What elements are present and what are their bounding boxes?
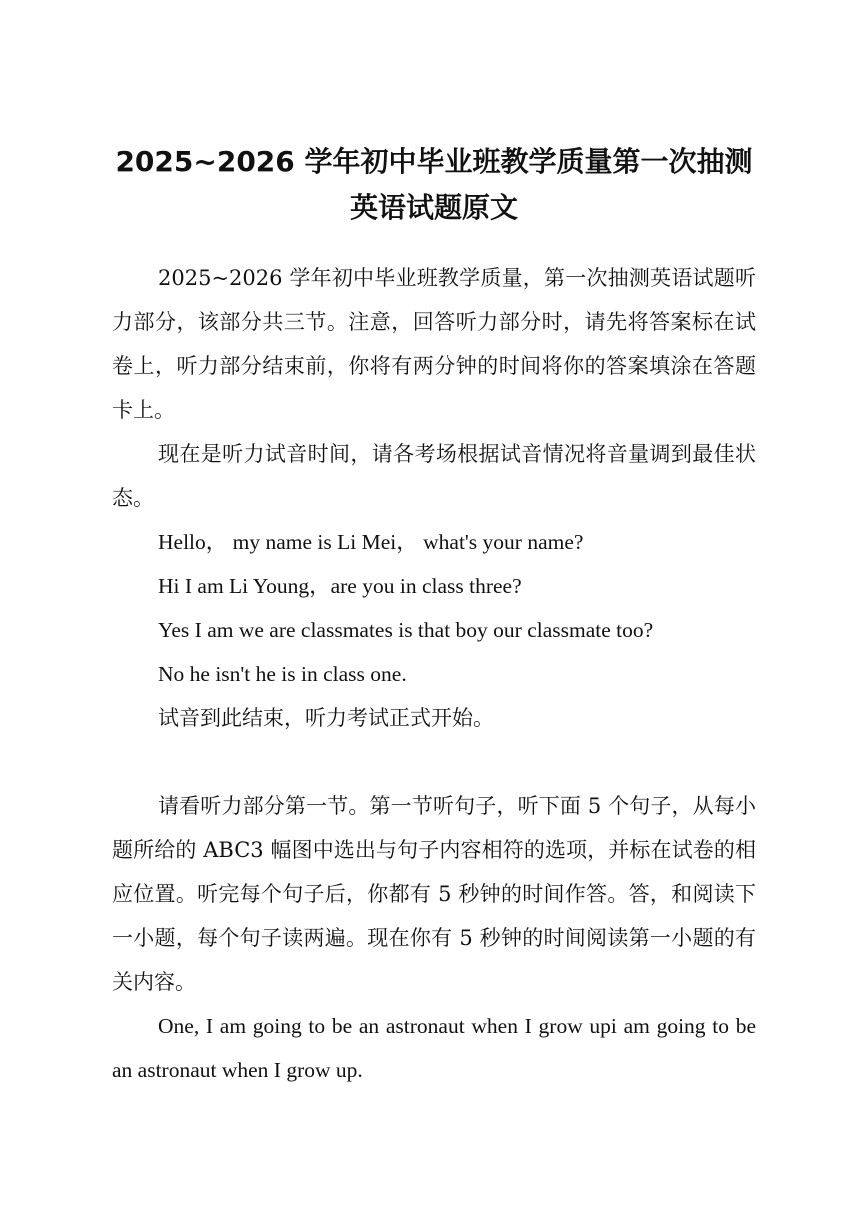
dialogue-line: No he isn't he is in class one.: [158, 662, 407, 686]
document-body: [112, 256, 756, 1092]
dialogue-line: Hello， my name is Li Mei， what's your name?: [158, 530, 584, 554]
section-one-instructions: 请看听力部分第一节。第一节听句子，听下面 5 个句子，从每小题所给的 ABC3 幅图中选出与句子内容相符的选项，并标在试卷的相应位置。听完每个句子后，你都有 5 秒钟的时间作答。答，和阅读下一小题，每个句子读两遍。现在你有 5 秒钟的时间阅读第一小题的有关内容。: [112, 794, 756, 994]
sound-check-paragraph: 现在是听力试音时间，请各考场根据试音情况将音量调到最佳状态。: [112, 442, 756, 510]
sound-check-end-paragraph: 试音到此结束，听力考试正式开始。: [158, 706, 494, 730]
dialogue-line: Yes I am we are classmates is that boy our classmate too?: [158, 618, 654, 642]
paragraph-spacer: [112, 740, 756, 784]
question-one-text: One, I am going to be an astronaut when I grow upi am going to be an astronaut when I grow up.: [112, 1014, 756, 1082]
document-title-line-1: 2025~2026 学年初中毕业班教学质量第一次抽测: [115, 145, 753, 178]
document-title-line-2: 英语试题原文: [349, 191, 518, 224]
dialogue-line: Hi I am Li Young，are you in class three?: [158, 574, 522, 598]
intro-paragraph: 2025~2026 学年初中毕业班教学质量，第一次抽测英语试题听力部分，该部分共三节。注意，回答听力部分时，请先将答案标在试卷上，听力部分结束前，你将有两分钟的时间将你的答案填涂在答题卡上。: [112, 266, 756, 422]
